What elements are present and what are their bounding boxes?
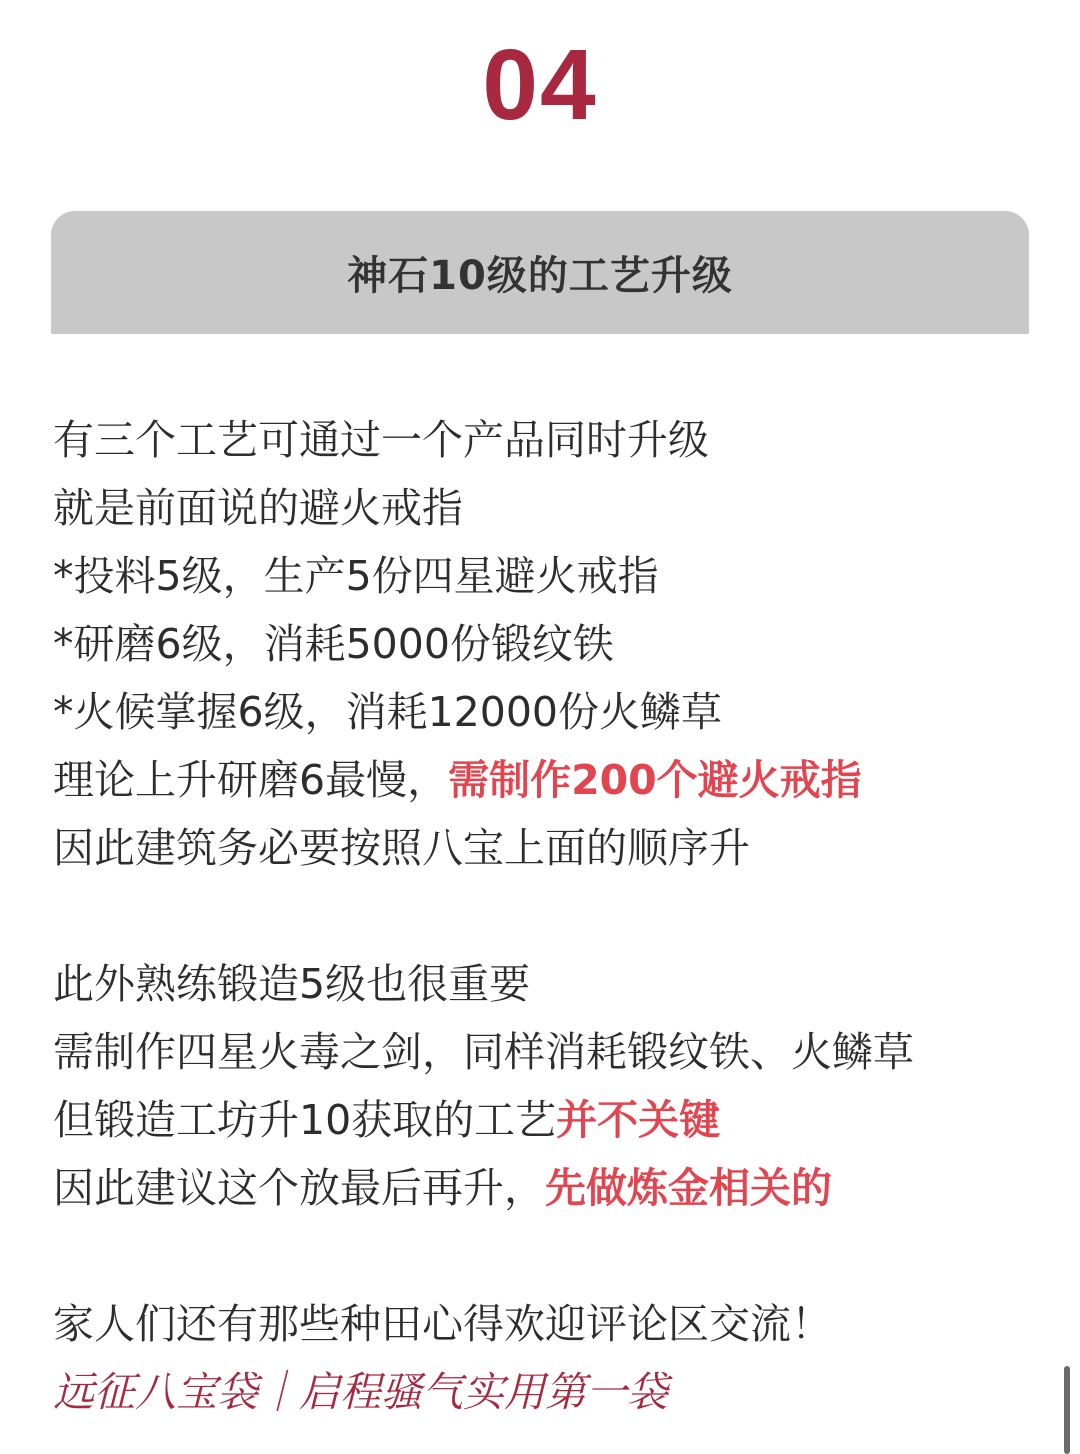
text-line: 此外熟练锻造5级也很重要	[53, 960, 531, 1008]
text-line: *火候掌握6级，消耗12000份火鳞草	[53, 688, 723, 736]
text-segment: 但锻造工坊升10获取的工艺	[53, 1096, 557, 1144]
text-line: 需制作四星火毒之剑，同样消耗锻纹铁、火鳞草	[53, 1028, 914, 1076]
text-line: *研磨6级，消耗5000份锻纹铁	[53, 620, 614, 668]
text-line	[53, 746, 1043, 814]
article-body	[53, 406, 1043, 1426]
highlight-text: 并不关键	[556, 1096, 721, 1144]
highlight-text: 先做炼金相关的	[545, 1164, 832, 1212]
text-line: *投料5级，生产5份四星避火戒指	[53, 552, 659, 600]
text-line	[53, 1154, 1043, 1222]
text-line: 就是前面说的避火戒指	[53, 484, 463, 532]
section-title: 神石10级的工艺升级	[347, 253, 733, 299]
paragraph-spacer	[53, 1222, 1043, 1290]
signature-line: 远征八宝袋｜启程骚气实用第一袋	[53, 1368, 668, 1416]
text-segment: 理论上升研磨6最慢，	[53, 756, 449, 804]
text-segment: 因此建议这个放最后再升，	[53, 1164, 545, 1212]
highlight-text: 需制作200个避火戒指	[448, 756, 862, 804]
text-line	[53, 1086, 1043, 1154]
text-line: 家人们还有那些种田心得欢迎评论区交流！	[53, 1300, 832, 1348]
text-line: 因此建筑务必要按照八宝上面的顺序升	[53, 824, 750, 872]
scrollbar-thumb[interactable]	[1064, 1366, 1070, 1454]
text-line: 有三个工艺可通过一个产品同时升级	[53, 416, 709, 464]
paragraph-spacer	[53, 882, 1043, 950]
section-title-banner	[51, 211, 1029, 334]
section-number: 04	[482, 29, 598, 141]
